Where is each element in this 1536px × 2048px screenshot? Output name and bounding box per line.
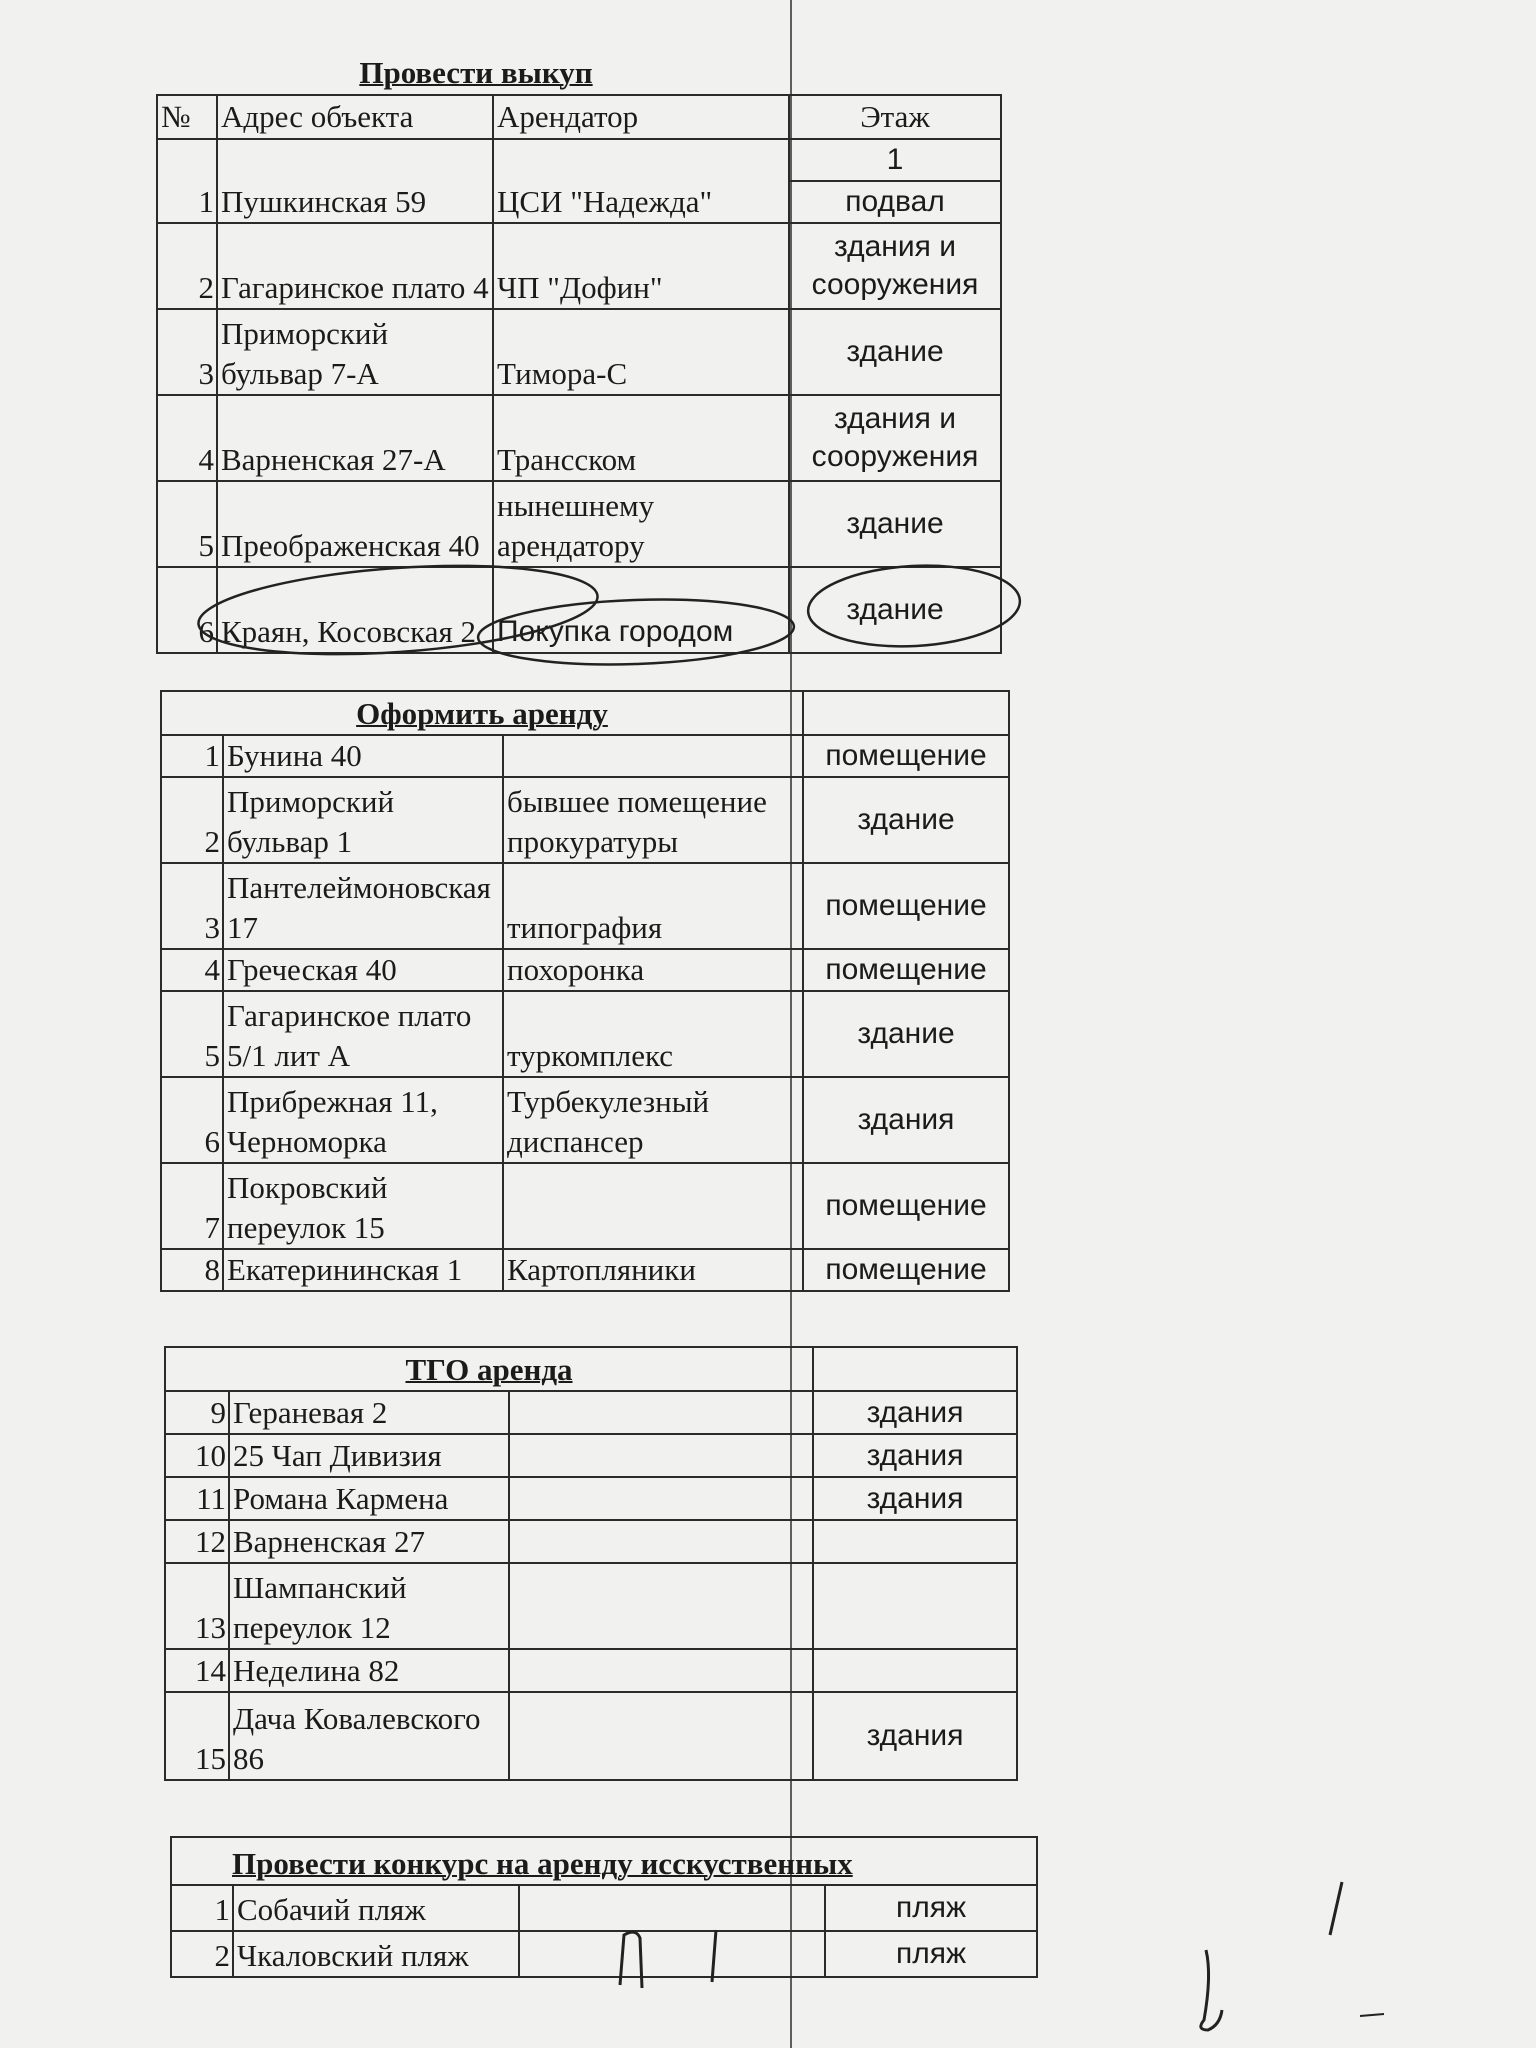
table-title-row <box>165 1347 1017 1391</box>
header-num: № <box>157 95 217 139</box>
row-address: Прибрежная 11, Черноморка <box>223 1077 503 1163</box>
row-address: Дача Ковалевского 86 <box>229 1692 509 1780</box>
row-address: Собачий пляж <box>233 1885 519 1931</box>
table-row <box>161 1163 1009 1249</box>
row-address: Гагаринское плато 5/1 лит А <box>223 991 503 1077</box>
row-floor: помещение <box>803 949 1009 991</box>
row-floor: пляж <box>825 1885 1037 1931</box>
row-floor <box>813 1520 1017 1563</box>
table-row <box>161 735 1009 777</box>
row-num: 1 <box>157 139 217 223</box>
row-address: Чкаловский пляж <box>233 1931 519 1977</box>
tgo-table <box>164 1346 1018 1781</box>
row-floor-top: 1 <box>789 139 1001 181</box>
row-address: Гагаринское плато 4 <box>217 223 493 309</box>
row-floor: здания <box>813 1434 1017 1477</box>
lease-table <box>160 690 1010 1292</box>
row-tenant: Картопляники <box>503 1249 803 1291</box>
pen-mark <box>1330 1882 1342 1935</box>
header-floor: Этаж <box>789 95 1001 139</box>
row-floor: здание <box>789 481 1001 567</box>
row-floor: здания <box>813 1477 1017 1520</box>
row-tenant: нынешнему арендатору <box>493 481 789 567</box>
row-num: 2 <box>157 223 217 309</box>
table-row <box>161 949 1009 991</box>
row-tenant: похоронка <box>503 949 803 991</box>
row-num: 1 <box>161 735 223 777</box>
pen-mark <box>1360 2014 1384 2016</box>
row-num: 6 <box>161 1077 223 1163</box>
row-num: 2 <box>171 1931 233 1977</box>
row-num: 7 <box>161 1163 223 1249</box>
row-tenant: бывшее помещение прокуратуры <box>503 777 803 863</box>
row-floor: здание <box>789 309 1001 395</box>
row-num: 3 <box>161 863 223 949</box>
row-floor <box>813 1563 1017 1649</box>
row-floor: пляж <box>825 1931 1037 1977</box>
table-row <box>165 1649 1017 1692</box>
row-num: 14 <box>165 1649 229 1692</box>
row-floor <box>813 1649 1017 1692</box>
buyout-table <box>156 94 1002 654</box>
table-row <box>157 223 1001 309</box>
row-tenant: туркомплекс <box>503 991 803 1077</box>
row-floor: помещение <box>803 735 1009 777</box>
section-tgo-lease <box>164 1346 1018 1781</box>
header-tenant: Арендатор <box>493 95 789 139</box>
table-row <box>165 1563 1017 1649</box>
table-row <box>165 1692 1017 1780</box>
table-row <box>157 567 1001 653</box>
row-tenant <box>509 1520 813 1563</box>
row-address: Шампанский переулок 12 <box>229 1563 509 1649</box>
beach-table <box>170 1836 1038 1978</box>
row-tenant: Покупка городом <box>493 567 789 653</box>
row-floor: подвал <box>789 181 1001 223</box>
row-tenant <box>509 1692 813 1780</box>
table-row <box>157 309 1001 395</box>
row-tenant <box>509 1391 813 1434</box>
row-address: Неделина 82 <box>229 1649 509 1692</box>
table-row <box>165 1520 1017 1563</box>
row-num: 9 <box>165 1391 229 1434</box>
row-floor: здание <box>789 567 1001 653</box>
row-num: 2 <box>161 777 223 863</box>
table-row <box>161 1249 1009 1291</box>
table-row <box>171 1885 1037 1931</box>
row-floor: здания <box>813 1692 1017 1780</box>
row-address: Екатерининская 1 <box>223 1249 503 1291</box>
section-title: Оформить аренду <box>161 691 803 735</box>
row-floor: помещение <box>803 1163 1009 1249</box>
row-floor: здание <box>803 991 1009 1077</box>
table-title-row <box>161 691 1009 735</box>
row-address: Приморский бульвар 7-А <box>217 309 493 395</box>
table-header-row <box>157 95 1001 139</box>
row-floor: помещение <box>803 1249 1009 1291</box>
row-num: 5 <box>157 481 217 567</box>
row-address: Греческая 40 <box>223 949 503 991</box>
section-title: ТГО аренда <box>165 1347 813 1391</box>
row-tenant: Тимора-С <box>493 309 789 395</box>
row-num: 11 <box>165 1477 229 1520</box>
table-title-row <box>171 1837 1037 1885</box>
row-floor: здания <box>813 1391 1017 1434</box>
row-address: Варненская 27 <box>229 1520 509 1563</box>
row-floor: здание <box>803 777 1009 863</box>
table-row <box>161 863 1009 949</box>
row-tenant: ЦСИ "Надежда" <box>493 139 789 223</box>
row-tenant <box>519 1885 825 1931</box>
row-tenant <box>509 1563 813 1649</box>
table-row <box>165 1434 1017 1477</box>
table-row <box>161 1077 1009 1163</box>
row-tenant <box>503 735 803 777</box>
section-title: Провести выкуп <box>359 55 593 90</box>
row-floor: здания <box>803 1077 1009 1163</box>
row-num: 13 <box>165 1563 229 1649</box>
row-floor: здания и сооружения <box>789 395 1001 481</box>
row-tenant: Турбекулезный диспансер <box>503 1077 803 1163</box>
table-row <box>165 1391 1017 1434</box>
row-address: Пантелеймоновская 17 <box>223 863 503 949</box>
row-num: 12 <box>165 1520 229 1563</box>
row-address: Покровский переулок 15 <box>223 1163 503 1249</box>
row-tenant <box>503 1163 803 1249</box>
row-address: Варненская 27-А <box>217 395 493 481</box>
row-tenant <box>509 1649 813 1692</box>
section-beach-contest <box>170 1836 1038 1978</box>
title-spacer-cell <box>813 1347 1017 1391</box>
row-num: 1 <box>171 1885 233 1931</box>
row-num: 8 <box>161 1249 223 1291</box>
row-address: Краян, Косовская 2 <box>217 567 493 653</box>
row-num: 5 <box>161 991 223 1077</box>
row-address: Приморский бульвар 1 <box>223 777 503 863</box>
table-row <box>157 395 1001 481</box>
row-num: 3 <box>157 309 217 395</box>
header-address: Адрес объекта <box>217 95 493 139</box>
table-row <box>165 1477 1017 1520</box>
section-title: Провести конкурс на аренду исскуственных <box>171 1837 1037 1885</box>
row-tenant: ЧП "Дофин" <box>493 223 789 309</box>
pen-mark <box>1201 1950 1222 2030</box>
title-spacer-cell <box>803 691 1009 735</box>
row-num: 4 <box>161 949 223 991</box>
row-num: 6 <box>157 567 217 653</box>
row-num: 15 <box>165 1692 229 1780</box>
table-row <box>161 777 1009 863</box>
section-buyout <box>156 52 1002 654</box>
row-address: Бунина 40 <box>223 735 503 777</box>
section-lease <box>160 690 1010 1292</box>
row-num: 4 <box>157 395 217 481</box>
table-row <box>161 991 1009 1077</box>
row-floor: здания и сооружения <box>789 223 1001 309</box>
row-tenant <box>509 1434 813 1477</box>
row-address: Пушкинская 59 <box>217 139 493 223</box>
row-address: Преображенская 40 <box>217 481 493 567</box>
row-tenant <box>519 1931 825 1977</box>
table-row <box>157 481 1001 567</box>
row-address: 25 Чап Дивизия <box>229 1434 509 1477</box>
table-row <box>171 1931 1037 1977</box>
row-tenant: типография <box>503 863 803 949</box>
row-address: Романа Кармена <box>229 1477 509 1520</box>
row-address: Гераневая 2 <box>229 1391 509 1434</box>
row-tenant: Трансском <box>493 395 789 481</box>
row-num: 10 <box>165 1434 229 1477</box>
row-floor: помещение <box>803 863 1009 949</box>
row-tenant <box>509 1477 813 1520</box>
table-row <box>157 139 1001 181</box>
